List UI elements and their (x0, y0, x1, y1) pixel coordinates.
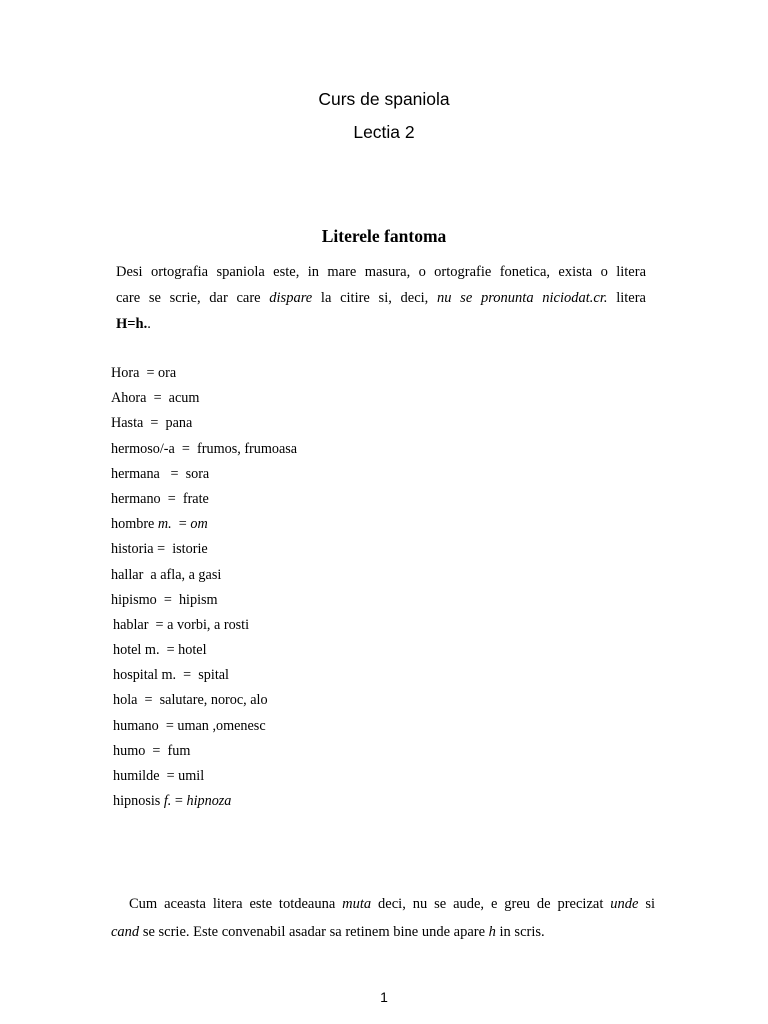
vocab-entry (111, 616, 297, 641)
closing-text: deci, nu se aude, e greu de precizat (371, 896, 611, 912)
vocab-meaning: ora (158, 365, 177, 381)
vocab-separator: = (137, 692, 160, 709)
closing-text: Cum aceasta litera este totdeauna (129, 896, 343, 912)
intro-text: Desi ortografia spaniola este, in mare masura, o ortografie fonetica, exista o litera (116, 264, 646, 280)
vocab-word: humilde (113, 768, 160, 784)
intro-text: care se scrie, dar care (116, 289, 270, 306)
vocab-word: hermoso/-a (111, 440, 175, 457)
vocab-word: hermana (111, 465, 160, 482)
intro-bold: H=h. (116, 316, 148, 332)
vocab-entry (111, 515, 297, 540)
vocab-entry (111, 440, 297, 465)
vocab-gender: m. (157, 516, 172, 533)
closing-text: in scris. (495, 924, 545, 940)
vocab-word: hipnosis (113, 793, 161, 810)
vocab-entry (111, 691, 297, 716)
vocab-meaning: umil (178, 768, 205, 784)
vocab-separator: = (139, 365, 159, 381)
intro-line (116, 286, 646, 312)
vocab-meaning: a vorbi, a rosti (167, 616, 250, 633)
page-number: 1 (380, 989, 388, 1005)
intro-line (116, 316, 151, 333)
vocab-word: hablar (113, 616, 149, 633)
vocab-meaning: spital (198, 667, 230, 684)
vocab-meaning: hotel (178, 642, 207, 659)
vocab-separator: = (176, 667, 199, 684)
vocab-separator: = (153, 541, 173, 558)
vocab-word: hotel m. (113, 642, 160, 659)
vocab-meaning: fum (167, 742, 191, 759)
vocab-meaning: hipism (178, 591, 218, 608)
intro-text: la citire si, deci, (312, 289, 437, 306)
vocab-meaning: pana (165, 415, 193, 432)
vocab-entry (111, 465, 297, 490)
vocab-word: historia (111, 541, 154, 558)
vocab-meaning: uman ,omenesc (177, 717, 266, 734)
vocab-entry (111, 591, 297, 616)
closing-emphasis: muta (342, 896, 372, 912)
vocab-entry (111, 792, 297, 817)
closing-emphasis: h (488, 924, 496, 940)
intro-line (116, 260, 646, 286)
vocabulary-list (111, 364, 297, 817)
vocab-meaning: om (190, 516, 208, 533)
vocab-separator: = (174, 440, 198, 457)
vocab-entry (111, 389, 297, 414)
vocab-word: hipismo (111, 591, 157, 608)
vocab-entry (111, 742, 297, 767)
lesson-number: Lectia 2 (353, 122, 415, 142)
vocab-meaning: frate (182, 490, 209, 507)
vocab-gender: f. (163, 793, 172, 810)
vocab-entry (111, 641, 297, 666)
vocab-meaning: sora (185, 465, 210, 482)
vocab-entry (111, 490, 297, 515)
closing-line (111, 890, 655, 918)
vocab-entry (111, 566, 297, 591)
vocab-word: Hasta (111, 415, 144, 432)
vocab-meaning: frumos, frumoasa (197, 440, 298, 457)
vocab-entry (111, 540, 297, 565)
vocab-separator: = (156, 591, 179, 608)
vocab-separator: = (159, 642, 179, 659)
vocab-word: humano (113, 717, 159, 734)
closing-text: si (638, 896, 655, 912)
vocab-meaning: istorie (172, 541, 208, 558)
vocab-word: hombre (111, 516, 155, 533)
vocab-word: Hora (111, 365, 140, 381)
vocab-separator: = (159, 465, 186, 482)
vocab-separator: = (145, 742, 168, 759)
vocab-meaning: acum (168, 390, 200, 407)
vocab-entry (111, 767, 297, 792)
closing-paragraph (111, 890, 655, 946)
document-title: Curs de spaniola (318, 89, 450, 109)
intro-emphasis: dispare (269, 289, 313, 306)
vocab-word: hermano (111, 490, 161, 507)
closing-line (111, 924, 545, 940)
intro-emphasis: nu se pronunta niciodat.cr. (437, 289, 608, 306)
vocab-meaning: salutare, noroc, alo (159, 692, 268, 709)
vocab-separator: = (171, 793, 187, 810)
vocab-meaning: hipnoza (186, 793, 232, 810)
vocab-entry (111, 666, 297, 691)
vocab-separator: = (171, 516, 191, 533)
vocab-entry (111, 364, 297, 389)
vocab-separator: = (160, 490, 183, 507)
closing-text: se scrie. Este convenabil asadar sa retinem bine unde apare (139, 924, 489, 940)
vocab-word: humo (113, 742, 146, 759)
vocab-entry (111, 414, 297, 439)
vocab-word: Ahora (111, 390, 147, 407)
vocab-word: hola (113, 692, 138, 709)
vocab-word: hallar (111, 566, 144, 583)
intro-text: . (147, 316, 151, 332)
section-heading: Literele fantoma (321, 226, 447, 246)
vocab-word: hospital m. (113, 667, 177, 684)
intro-text: litera (607, 289, 646, 306)
vocab-separator: = (148, 616, 168, 633)
intro-paragraph (116, 260, 646, 311)
vocab-entry (111, 717, 297, 742)
vocab-separator: = (159, 768, 179, 784)
closing-emphasis: unde (610, 896, 639, 912)
closing-emphasis: cand (111, 924, 140, 940)
vocab-separator: = (158, 717, 178, 734)
vocab-separator: = (146, 390, 169, 407)
vocab-meaning: a afla, a gasi (150, 566, 222, 583)
vocab-separator: = (143, 415, 166, 432)
